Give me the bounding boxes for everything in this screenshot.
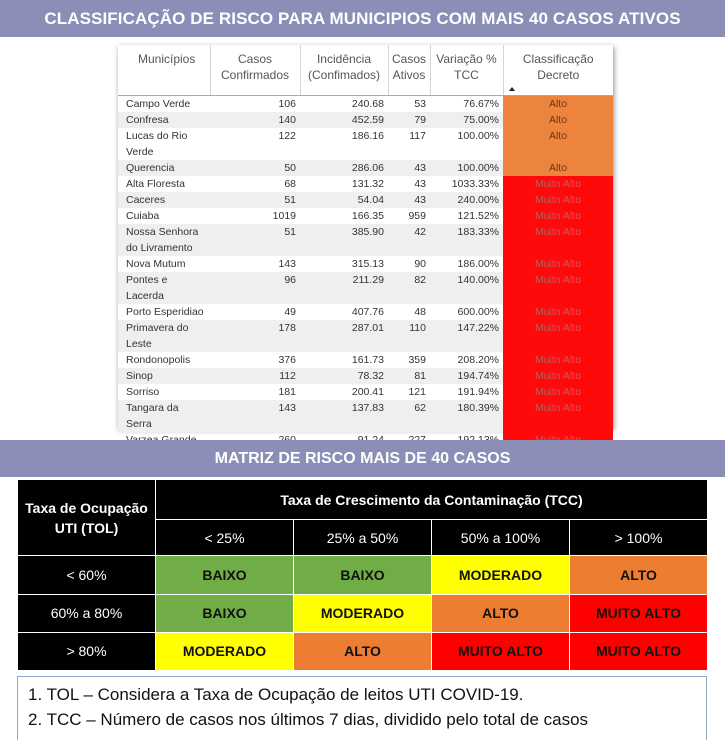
cell-municipio: Caceres [118, 192, 210, 208]
matrix-row-label: > 80% [18, 632, 156, 670]
matrix-column-label: 50% a 100% [432, 520, 570, 556]
cell-casos-confirmados: 68 [284, 177, 296, 190]
table-row [118, 208, 613, 224]
cell-municipio: Cuiaba [126, 209, 160, 222]
cell-municipio: Alta Floresta [126, 177, 185, 190]
cell-variacao-tcc: 186.00% [457, 257, 499, 270]
note-tol: 1. TOL – Considera a Taxa de Ocupação de leitos UTI COVID-19. [28, 685, 524, 704]
cell-incidencia: 211.29 [300, 272, 388, 304]
cell-incidencia: 200.41 [351, 385, 384, 398]
cell-casos-ativos: 959 [408, 209, 426, 222]
cell-casos-confirmados: 96 [210, 272, 300, 304]
table-row [118, 368, 613, 384]
matrix-title-banner [0, 440, 725, 477]
cell-casos-ativos: 42 [388, 224, 430, 256]
matrix-title: MATRIZ DE RISCO MAIS DE 40 CASOS [214, 449, 511, 467]
table-row [118, 192, 613, 208]
cell-classificacao: Muito Alto [503, 320, 613, 352]
header-variacao-tcc[interactable]: Variação % TCC [430, 45, 503, 95]
cell-municipio: Sinop [118, 368, 210, 384]
notes-box [17, 676, 707, 740]
matrix-risk-cell: MUITO ALTO [570, 632, 708, 670]
matrix-risk-cell: ALTO [570, 556, 708, 594]
cell-variacao-tcc: 240.00% [430, 192, 503, 208]
cell-classificacao: Alto [503, 128, 613, 160]
matrix-row-label: 60% a 80% [18, 594, 156, 632]
matrix-column-header: Taxa de Crescimento da Contaminação (TCC) [156, 480, 708, 520]
cell-municipio: Pontes e Lacerda [118, 272, 210, 304]
cell-casos-ativos: 62 [388, 400, 430, 432]
cell-incidencia: 286.06 [300, 160, 388, 176]
cell-classificacao: Muito Alto [503, 256, 613, 272]
matrix-row [18, 594, 708, 632]
cell-variacao-tcc: 600.00% [457, 305, 499, 318]
cell-variacao-tcc: 183.33% [430, 224, 503, 256]
header-classificacao-decreto[interactable]: Classificação Decreto [503, 45, 613, 95]
cell-casos-ativos: 53 [414, 97, 426, 110]
cell-classificacao: Alto [503, 160, 613, 176]
cell-casos-confirmados: 50 [210, 160, 300, 176]
header-casos-confirmados[interactable]: Casos Confirmados [210, 45, 300, 95]
cell-incidencia: 452.59 [300, 112, 388, 128]
cell-municipio: Querencia [118, 160, 210, 176]
cell-classificacao: Alto [503, 95, 613, 112]
page-title-banner [0, 0, 725, 37]
matrix-risk-cell: BAIXO [156, 594, 294, 632]
cell-casos-confirmados: 181 [278, 385, 296, 398]
cell-casos-ativos: 117 [409, 129, 426, 142]
header-casos-ativos[interactable]: Casos Ativos [388, 45, 430, 95]
table-row [118, 95, 613, 112]
cell-classificacao: Alto [503, 112, 613, 128]
matrix-risk-cell: MODERADO [156, 632, 294, 670]
cell-variacao-tcc: 76.67% [463, 97, 499, 110]
matrix-risk-cell: ALTO [294, 632, 432, 670]
cell-classificacao: Muito Alto [503, 192, 613, 208]
cell-variacao-tcc: 100.00% [430, 160, 503, 176]
cell-classificacao: Muito Alto [503, 272, 613, 304]
cell-classificacao: Muito Alto [503, 304, 613, 320]
cell-casos-confirmados: 122 [278, 129, 296, 142]
cell-casos-ativos: 110 [388, 320, 430, 352]
table-row [118, 176, 613, 192]
cell-municipio: Tangara da Serra [118, 400, 210, 432]
cell-casos-confirmados: 376 [278, 353, 296, 366]
table-row [118, 224, 613, 256]
cell-municipio: Campo Verde [126, 97, 191, 110]
cell-casos-ativos: 90 [414, 257, 426, 270]
cell-classificacao: Muito Alto [503, 224, 613, 256]
cell-incidencia: 78.32 [300, 368, 388, 384]
cell-casos-ativos: 121 [408, 385, 426, 398]
cell-incidencia: 315.13 [351, 257, 384, 270]
header-municipios[interactable]: Municípios [118, 45, 210, 95]
cell-variacao-tcc: 191.94% [457, 385, 499, 398]
cell-casos-confirmados: 143 [210, 400, 300, 432]
cell-casos-confirmados: 112 [210, 368, 300, 384]
cell-municipio: Confresa [118, 112, 210, 128]
matrix-column-label: < 25% [156, 520, 294, 556]
note-tcc: 2. TCC – Número de casos nos últimos 7 dias, dividido pelo total de casos [28, 710, 589, 729]
cell-municipio: Sorriso [126, 385, 160, 398]
risk-classification-table-card [118, 45, 613, 428]
matrix-column-label: 25% a 50% [294, 520, 432, 556]
cell-variacao-tcc: 121.52% [457, 209, 499, 222]
cell-incidencia: 161.73 [351, 353, 384, 366]
table-row [118, 160, 613, 176]
cell-incidencia: 407.76 [351, 305, 384, 318]
cell-classificacao: Muito Alto [503, 368, 613, 384]
matrix-row [18, 556, 708, 594]
cell-incidencia: 131.32 [351, 177, 384, 190]
cell-classificacao: Muito Alto [503, 400, 613, 432]
matrix-risk-cell: MUITO ALTO [432, 632, 570, 670]
matrix-column-label: > 100% [570, 520, 708, 556]
table-row [118, 304, 613, 320]
header-incidencia[interactable]: Incidência (Confimados) [300, 45, 388, 95]
cell-incidencia: 385.90 [300, 224, 388, 256]
cell-municipio: Primavera do Leste [118, 320, 210, 352]
table-row [118, 400, 613, 432]
table-row [118, 384, 613, 400]
cell-casos-ativos: 48 [414, 305, 426, 318]
cell-casos-confirmados: 51 [210, 192, 300, 208]
cell-incidencia: 287.01 [300, 320, 388, 352]
cell-municipio: Rondonopolis [126, 353, 191, 366]
matrix-risk-cell: BAIXO [294, 556, 432, 594]
cell-variacao-tcc: 194.74% [430, 368, 503, 384]
cell-classificacao: Muito Alto [503, 384, 613, 400]
table-row [118, 320, 613, 352]
cell-municipio: Nova Mutum [126, 257, 186, 270]
cell-incidencia: 137.83 [300, 400, 388, 432]
matrix-risk-cell: ALTO [432, 594, 570, 632]
cell-casos-ativos: 43 [414, 177, 426, 190]
risk-matrix [17, 479, 708, 671]
cell-casos-confirmados: 140 [210, 112, 300, 128]
cell-variacao-tcc: 180.39% [430, 400, 503, 432]
cell-casos-confirmados: 178 [210, 320, 300, 352]
cell-municipio: Nossa Senhora do Livramento [118, 224, 210, 256]
matrix-risk-cell: MUITO ALTO [570, 594, 708, 632]
matrix-risk-cell: BAIXO [156, 556, 294, 594]
cell-incidencia: 240.68 [351, 97, 384, 110]
cell-variacao-tcc: 208.20% [457, 353, 499, 366]
table-body [118, 95, 613, 448]
cell-casos-confirmados: 1019 [272, 209, 296, 222]
cell-casos-confirmados: 106 [278, 97, 296, 110]
cell-casos-ativos: 79 [388, 112, 430, 128]
cell-municipio: Lucas do Rio Verde [126, 129, 188, 158]
cell-variacao-tcc: 1033.33% [451, 177, 499, 190]
cell-variacao-tcc: 100.00% [457, 129, 499, 142]
cell-casos-ativos: 359 [408, 353, 426, 366]
cell-casos-confirmados: 143 [278, 257, 296, 270]
cell-casos-ativos: 81 [388, 368, 430, 384]
cell-classificacao: Muito Alto [503, 176, 613, 192]
cell-casos-confirmados: 49 [284, 305, 296, 318]
matrix-row-header: Taxa de Ocupação UTI (TOL) [18, 480, 156, 556]
cell-variacao-tcc: 75.00% [430, 112, 503, 128]
cell-variacao-tcc: 147.22% [430, 320, 503, 352]
table-row [118, 128, 613, 160]
cell-casos-ativos: 43 [388, 192, 430, 208]
page-title: CLASSIFICAÇÃO DE RISCO PARA MUNICIPIOS COM MAIS 40 CASOS ATIVOS [44, 8, 681, 28]
risk-classification-table [118, 45, 613, 448]
table-row [118, 256, 613, 272]
cell-incidencia: 166.35 [351, 209, 384, 222]
cell-casos-ativos: 82 [388, 272, 430, 304]
table-row [118, 112, 613, 128]
cell-classificacao: Muito Alto [503, 352, 613, 368]
matrix-risk-cell: MODERADO [432, 556, 570, 594]
cell-incidencia: 186.16 [351, 129, 384, 142]
matrix-row [18, 632, 708, 670]
matrix-row-label: < 60% [18, 556, 156, 594]
cell-casos-confirmados: 51 [210, 224, 300, 256]
matrix-risk-cell: MODERADO [294, 594, 432, 632]
table-row [118, 272, 613, 304]
cell-casos-ativos: 43 [388, 160, 430, 176]
cell-variacao-tcc: 140.00% [430, 272, 503, 304]
cell-classificacao: Muito Alto [503, 208, 613, 224]
cell-municipio: Porto Esperidiao [126, 305, 204, 318]
cell-incidencia: 54.04 [300, 192, 388, 208]
table-header-row [118, 45, 613, 95]
table-row [118, 352, 613, 368]
